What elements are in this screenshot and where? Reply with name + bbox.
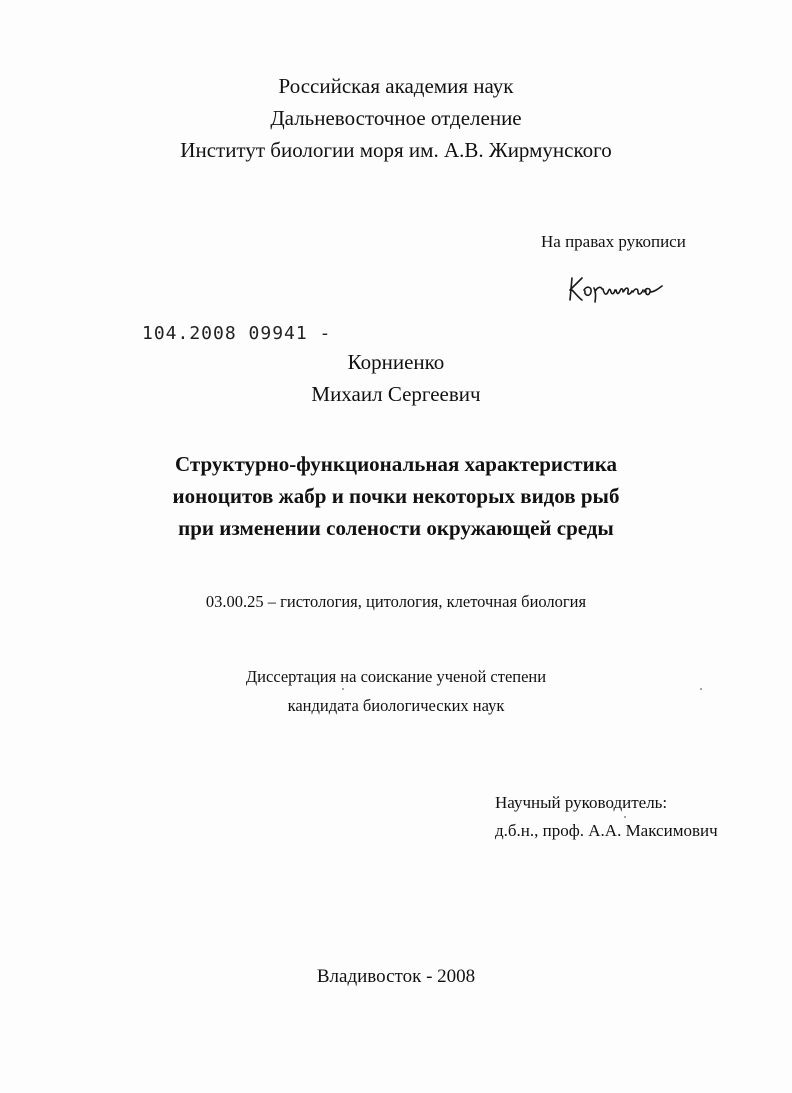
title-line-1: Структурно-функциональная характеристика bbox=[175, 452, 617, 476]
scan-speck bbox=[624, 816, 626, 818]
registration-stamp: 104.2008 09941 - bbox=[142, 323, 332, 344]
scan-speck bbox=[342, 688, 344, 690]
supervisor-name: д.б.н., проф. А.А. Максимович bbox=[495, 821, 718, 840]
manuscript-note: На правах рукописи bbox=[541, 232, 686, 251]
scan-speck bbox=[700, 688, 702, 690]
dissertation-line-1: Диссертация на соискание ученой степени bbox=[245, 667, 547, 686]
handwritten-signature bbox=[566, 270, 666, 304]
place-and-year: Владивосток - 2008 bbox=[316, 966, 476, 987]
author-given-names: Михаил Сергеевич bbox=[311, 382, 481, 406]
institution-academy: Российская академия наук bbox=[278, 74, 514, 98]
specialty-code: 03.00.25 – гистология, цитология, клеточная биология bbox=[205, 592, 587, 611]
institution-branch: Дальневосточное отделение bbox=[270, 106, 522, 130]
author-surname: Корниенко bbox=[347, 350, 445, 374]
title-line-3: при изменении солености окружающей среды bbox=[178, 516, 614, 540]
supervisor-label: Научный руководитель: bbox=[495, 793, 668, 812]
dissertation-line-2: кандидата биологических наук bbox=[287, 696, 505, 715]
institution-name: Институт биологии моря им. А.В. Жирмунского bbox=[180, 138, 612, 162]
title-line-2: ионоцитов жабр и почки некоторых видов рыб bbox=[172, 484, 620, 508]
